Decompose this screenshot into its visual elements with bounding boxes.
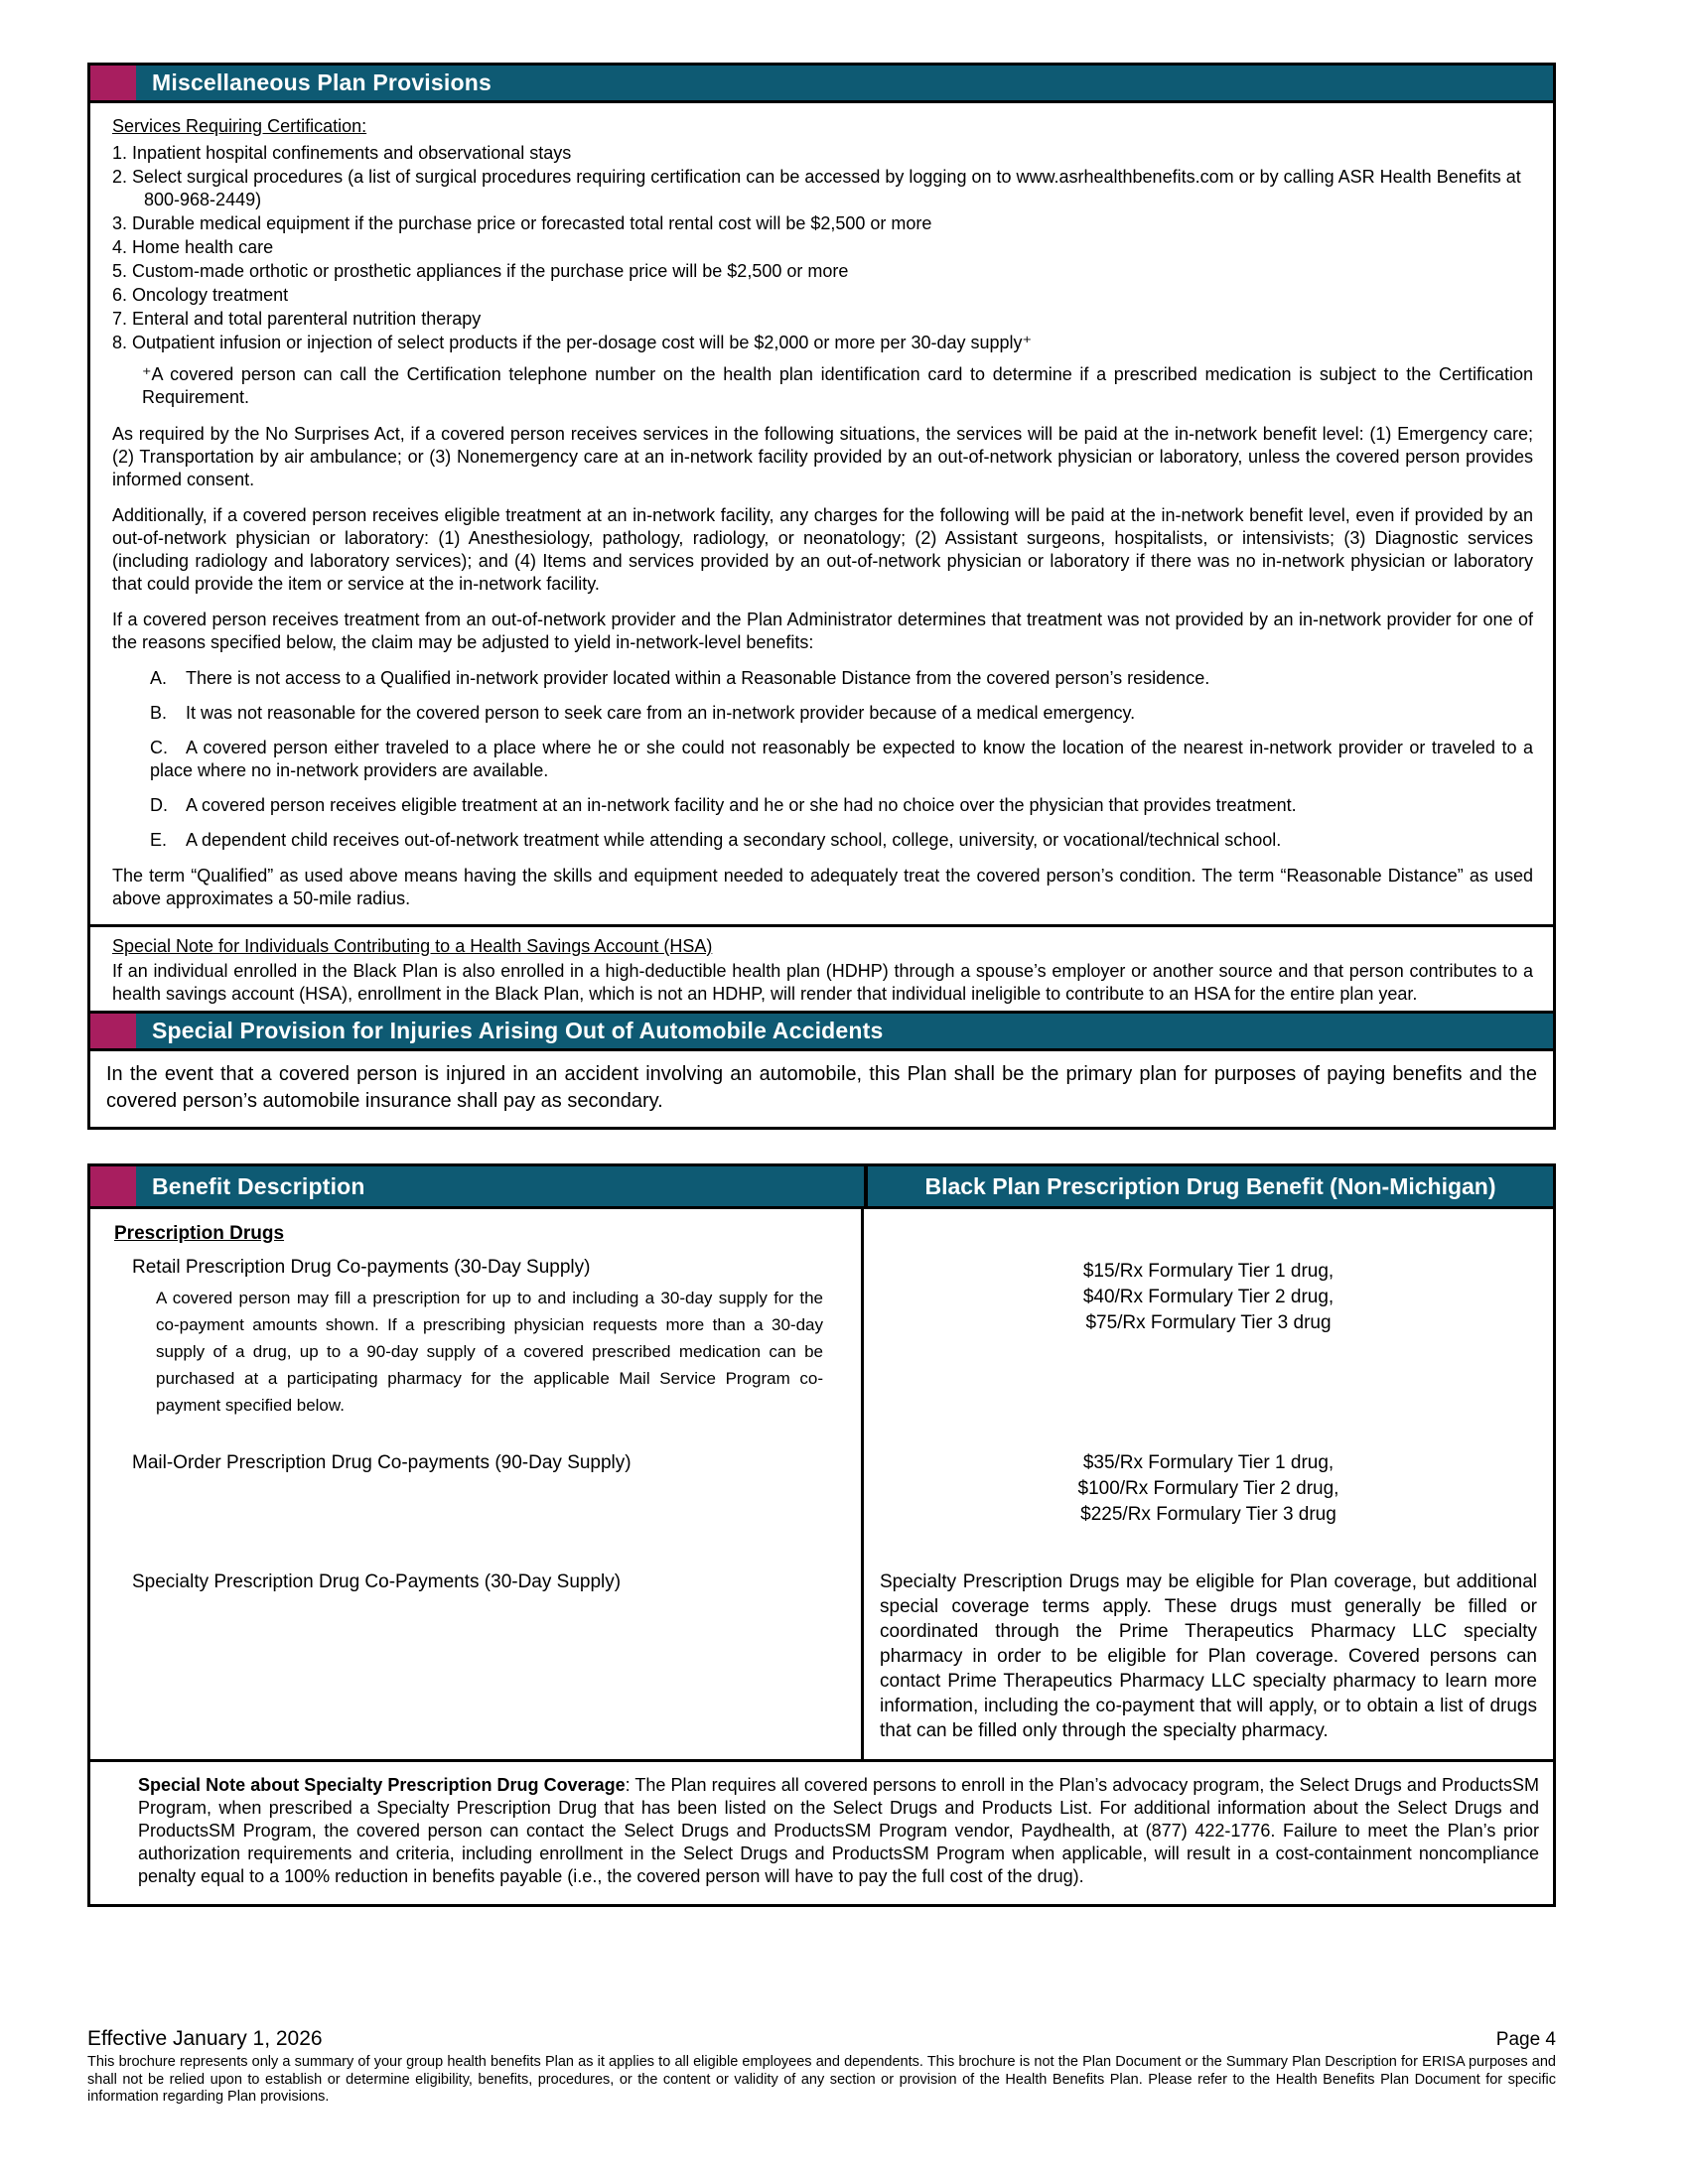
page-number: Page 4 (1495, 2029, 1556, 2050)
reason-text: A covered person receives eligible treatment at an in-network facility and he or she had no choice over the physician that provides treatment. (186, 795, 1297, 815)
certification-list (112, 142, 1533, 354)
header-accent-block (90, 1014, 136, 1048)
table-row-retail (90, 1209, 1553, 1419)
misc-section-title: Miscellaneous Plan Provisions (152, 69, 492, 95)
certification-item-7: 7. Enteral and total parenteral nutrition therapy (112, 309, 482, 329)
benefit-table-body (90, 1206, 1553, 1759)
retail-copay-label: Retail Prescription Drug Co-payments (30-Day Supply) (132, 1257, 591, 1278)
mail-order-tier-3: $225/Rx Formulary Tier 3 drug (1080, 1504, 1336, 1525)
misc-section-body (90, 103, 1553, 924)
certification-item-6: 6. Oncology treatment (112, 285, 289, 305)
retail-copay-description: A covered person may fill a prescription for up to and including a 30-day supply for the co-payment amounts shown. If a prescribing physician requests more than a 30-day supply of a drug, up to a 90-day supply of a covered prescribed medication can be purchased at a participating pharmacy for the applicable Mail Service Program co-payment specified below. (156, 1289, 823, 1415)
certification-footnote: ⁺A covered person can call the Certification telephone number on the health plan identification card to determine if a prescribed medication is subject to the Certification Requirement. (142, 364, 1533, 407)
specialty-copay-label: Specialty Prescription Drug Co-Payments (30-Day Supply) (132, 1571, 622, 1592)
retail-tier-3: $75/Rx Formulary Tier 3 drug (1085, 1312, 1332, 1333)
reason-item-e (112, 829, 1533, 852)
mail-order-description-cell (90, 1419, 864, 1528)
certification-item-5: 5. Custom-made orthotic or prosthetic appliances if the purchase price will be $2,500 or more (112, 261, 849, 281)
hsa-special-note (90, 924, 1553, 1018)
hsa-text: If an individual enrolled in the Black Plan is also enrolled in a high-deductible health plan (HDHP) through a spouse’s employer or another source and that person contributes to a health savings account (HSA), enrollment in the Black Plan, which is not an HDHP, will render that individual ineligible to contribute to an HSA for the entire plan year. (112, 961, 1533, 1004)
services-requiring-certification-heading: Services Requiring Certification: (112, 116, 367, 136)
header-accent-block (90, 66, 136, 100)
reason-text: A covered person either traveled to a place where he or she could not reasonably be expected to know the location of the nearest in-network provider or traveled to a place where no in-network providers are available. (150, 738, 1533, 780)
reason-item-a (112, 667, 1533, 690)
reason-item-b (112, 702, 1533, 725)
special-note-lead: Special Note about Specialty Prescription Drug Coverage (138, 1775, 626, 1795)
reason-text: A dependent child receives out-of-network treatment while attending a secondary school, college, university, or vocational/technical school. (186, 830, 1282, 850)
drug-benefit-header: Black Plan Prescription Drug Benefit (Non-Michigan) (924, 1172, 1496, 1199)
page-footer (87, 2027, 1556, 2107)
no-surprises-act-paragraph: As required by the No Surprises Act, if a covered person receives services in the following situations, the services will be paid at the in-network benefit level: (1) Emergency care; (2) Transportation by air ambulance; or (3) Nonemergency care at an in-network facility provided by an out-of-network physician or laboratory, unless the covered person provides informed consent. (112, 424, 1533, 489)
table-row-specialty (90, 1528, 1553, 1759)
mail-order-tier-2: $100/Rx Formulary Tier 2 drug, (1077, 1478, 1339, 1499)
automobile-accidents-section (87, 1011, 1556, 1130)
reason-item-c (112, 737, 1533, 782)
benefit-description-header: Benefit Description (152, 1172, 365, 1199)
auto-section-header (90, 1014, 1553, 1051)
miscellaneous-plan-provisions-section (87, 63, 1556, 1021)
certification-item-3: 3. Durable medical equipment if the purchase price or forecasted total rental cost will be $2,500 or more (112, 213, 932, 233)
retail-tier-1: $15/Rx Formulary Tier 1 drug, (1082, 1261, 1335, 1282)
specialty-benefit-cell (864, 1528, 1553, 1759)
auto-section-body (90, 1051, 1553, 1127)
retail-description-cell (90, 1209, 864, 1419)
specialty-description-cell (90, 1528, 864, 1759)
prescription-drugs-heading: Prescription Drugs (114, 1223, 285, 1244)
specialty-benefit-paragraph: Specialty Prescription Drugs may be eligible for Plan coverage, but additional special coverage terms apply. These drugs must generally be filled or coordinated through the Prime Therapeutics Pharmacy LLC specialty pharmacy in order to be eligible for Plan coverage. Covered persons can contact Prime Therapeutics Pharmacy LLC specialty pharmacy to learn more information, including the co-payment that will apply, or to obtain a list of drugs that can be filled only through the specialty pharmacy. (880, 1571, 1537, 1741)
in-network-charges-paragraph: Additionally, if a covered person receives eligible treatment at an in-network facility, any charges for the following will be paid at the in-network benefit level, even if provided by an out-of-network physician or laboratory: (1) Anesthesiology, pathology, radiology, or neonatology; (2) Assistant surgeons, hospitalists, or intensivists; (3) Diagnostic services (including radiology and laboratory services); and (4) Items and services provided by an out-of-network physician or laboratory if there was no in-network physician or laboratory that could provide the item or service at the in-network facility. (112, 505, 1533, 594)
certification-item-1: 1. Inpatient hospital confinements and observational stays (112, 143, 572, 163)
auto-section-title: Special Provision for Injuries Arising Out of Automobile Accidents (152, 1018, 884, 1043)
specialty-special-note-text (138, 1774, 1539, 1888)
reason-text: It was not reasonable for the covered person to seek care from an in-network provider because of a medical emergency. (186, 703, 1136, 723)
header-accent-block (90, 1166, 136, 1206)
prescription-benefit-table (87, 1163, 1556, 1907)
certification-item-2: 2. Select surgical procedures (a list of surgical procedures requiring certification can be accessed by logging on to www.asrhealthbenefits.com or by calling ASR Health Benefits at 800-968-2449) (112, 167, 1521, 209)
reasons-list (112, 667, 1533, 852)
table-row-mail-order (90, 1419, 1553, 1528)
reason-letter: E. (150, 830, 168, 850)
reason-letter: A. (150, 668, 168, 688)
retail-tier-2: $40/Rx Formulary Tier 2 drug, (1082, 1287, 1335, 1307)
reason-letter: C. (150, 738, 168, 757)
out-of-network-adjustment-paragraph: If a covered person receives treatment from an out-of-network provider and the Plan Administrator determines that treatment was not provided by an in-network provider for one of the reasons specified below, the claim may be adjusted to yield in-network-level benefits: (112, 610, 1533, 652)
auto-section-text: In the event that a covered person is injured in an accident involving an automobile, this Plan shall be the primary plan for purposes of paying benefits and the covered person’s automobile insurance shall pay as secondary. (106, 1063, 1537, 1112)
reason-letter: B. (150, 703, 168, 723)
misc-section-header (90, 66, 1553, 103)
footer-meta-row (87, 2027, 1556, 2051)
benefit-table-header-row (90, 1166, 1553, 1206)
qualified-definition-paragraph: The term “Qualified” as used above means having the skills and equipment needed to adequately treat the covered person’s condition. The term “Reasonable Distance” as used above approximates a 50-mile radius. (112, 866, 1533, 908)
certification-item-8: 8. Outpatient infusion or injection of select products if the per-dosage cost will be $2,000 or more per 30-day supply⁺ (112, 333, 1033, 352)
certification-item-4: 4. Home health care (112, 237, 274, 257)
footer-disclaimer: This brochure represents only a summary of your group health benefits Plan as it applies to all eligible employees and dependents. This brochure is not the Plan Document or the Summary Plan Description for ERISA purposes and shall not be relied upon to establish or determine eligibility, benefits, procedures, or the content or validity of any section or provision of the Health Benefits Plan. Please refer to the Health Benefits Plan Document for specific information regarding Plan provisions. (87, 2054, 1556, 2105)
special-note-body: : The Plan requires all covered persons to enroll in the Plan’s advocacy program, the Select Drugs and ProductsSM Program, when prescribed a Specialty Prescription Drug that has been listed on the Select Drugs and Products List. For additional information about the Select Drugs and ProductsSM Program, the covered person can contact the Select Drugs and ProductsSM Program vendor, Paydhealth, at (877) 422-1776. Failure to meet the Plan’s prior authorization requirements and criteria, including enrollment in the Select Drugs and ProductsSM Program when applicable, will result in a cost-containment noncompliance penalty equal to a 100% reduction in benefits payable (i.e., the covered person will have to pay the full cost of the drug). (138, 1775, 1539, 1886)
mail-order-benefit-cell (864, 1419, 1553, 1528)
retail-benefit-cell (864, 1209, 1553, 1419)
specialty-special-note (90, 1759, 1553, 1904)
drug-benefit-header-cell (868, 1166, 1553, 1206)
reason-text: There is not access to a Qualified in-network provider located within a Reasonable Distance from the covered person’s residence. (186, 668, 1210, 688)
reason-letter: D. (150, 795, 168, 815)
benefit-description-header-cell (90, 1166, 864, 1206)
mail-order-copay-label: Mail-Order Prescription Drug Co-payments (90-Day Supply) (132, 1452, 632, 1473)
mail-order-tier-1: $35/Rx Formulary Tier 1 drug, (1082, 1452, 1335, 1473)
hsa-heading: Special Note for Individuals Contributing to a Health Savings Account (HSA) (112, 936, 713, 956)
effective-date: Effective January 1, 2026 (87, 2027, 323, 2050)
reason-item-d (112, 794, 1533, 817)
